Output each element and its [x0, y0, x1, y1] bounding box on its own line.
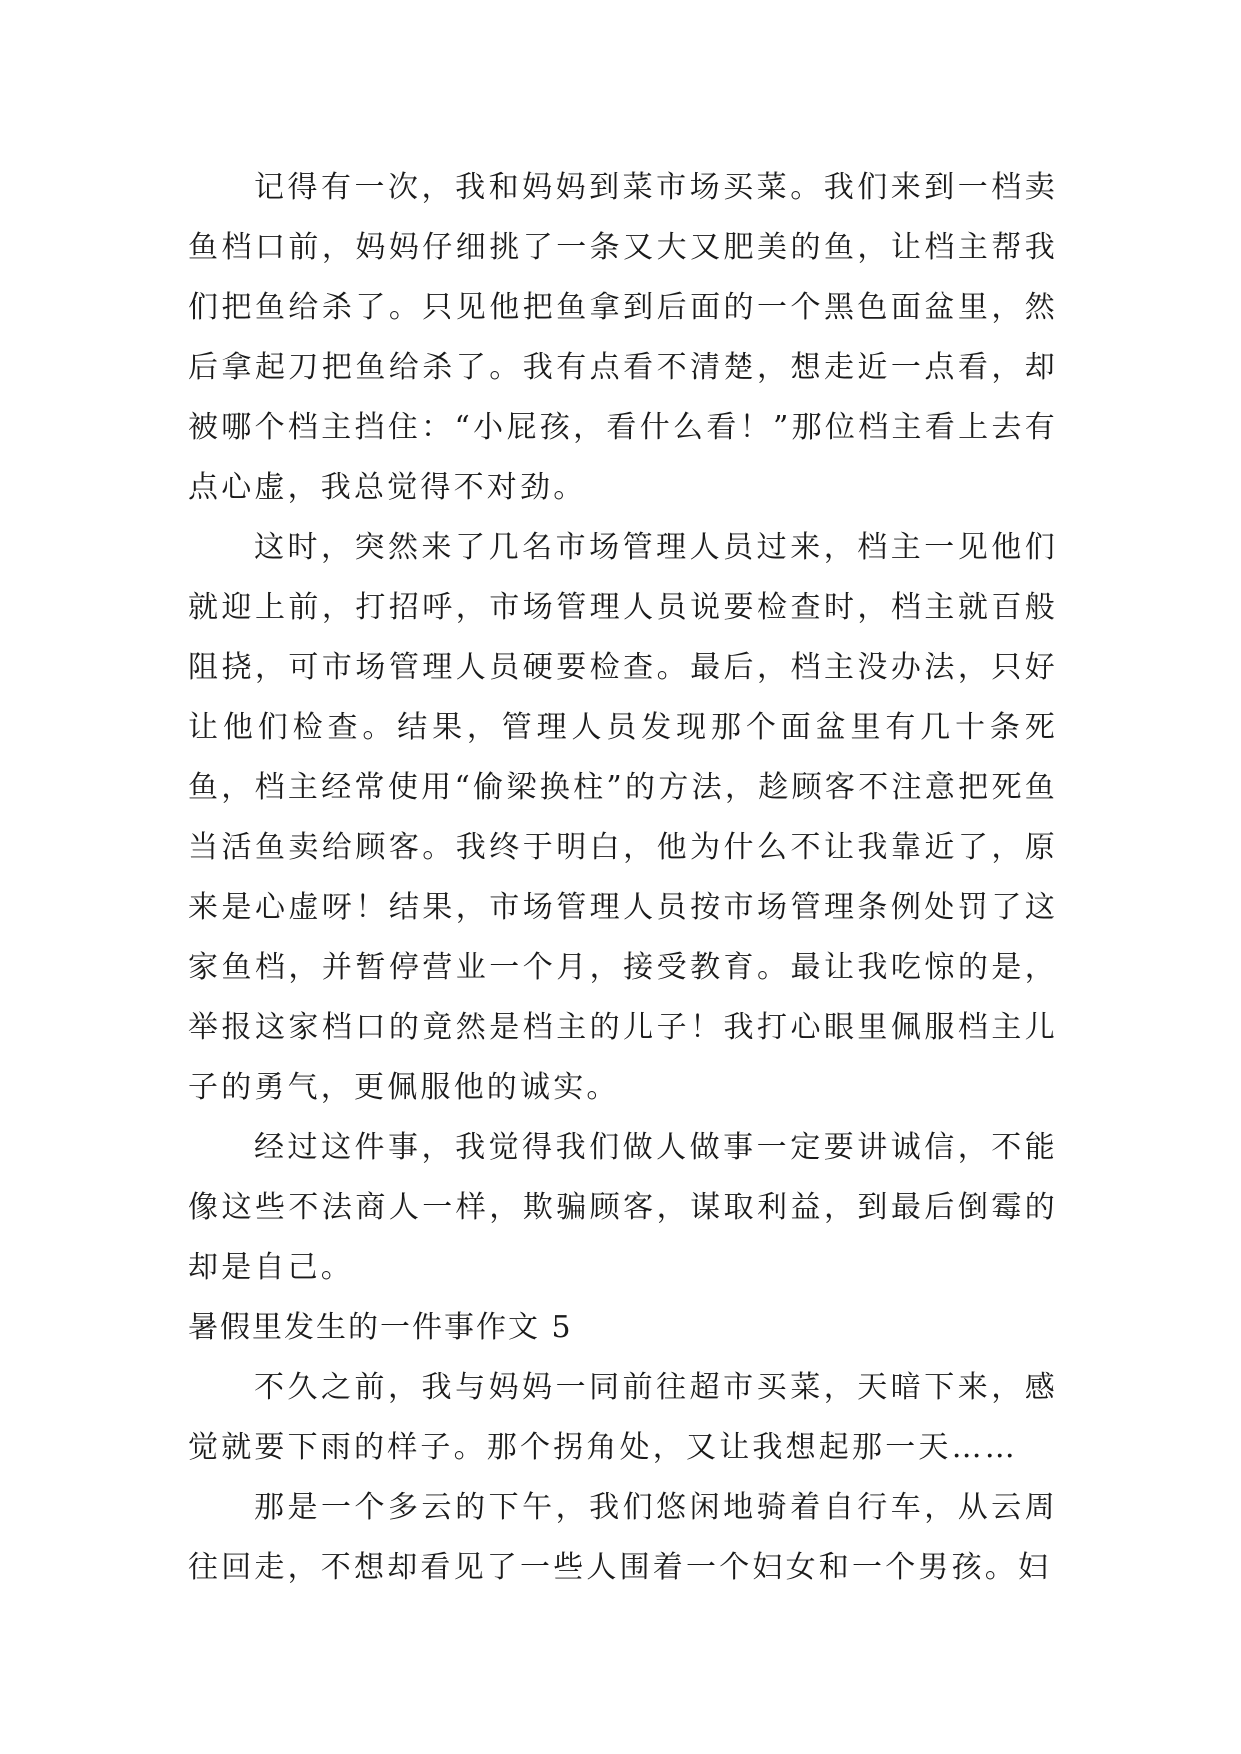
essay-heading: 暑假里发生的一件事作文 5: [188, 1310, 573, 1345]
paragraph-supermarket-trip: 不久之前，我与妈妈一同前往超市买菜，天暗下来，感觉就要下雨的样子。那个拐角处，又让我想起那一天……: [188, 1370, 1058, 1465]
paragraph-cloudy-afternoon: 那是一个多云的下午，我们悠闲地骑着自行车，从云周往回走，不想却看见了一些人围着一个妇女和一个男孩。妇: [188, 1490, 1058, 1585]
paragraph-lesson-honesty: 经过这件事，我觉得我们做人做事一定要讲诚信，不能像这些不法商人一样，欺骗顾客，谋取利益，到最后倒霉的却是自己。: [188, 1130, 1058, 1285]
paragraph-fish-stall-visit: 记得有一次，我和妈妈到菜市场买菜。我们来到一档卖鱼档口前，妈妈仔细挑了一条又大又肥美的鱼，让档主帮我们把鱼给杀了。只见他把鱼拿到后面的一个黑色面盆里，然后拿起刀把鱼给杀了。我有点看不清楚，想走近一点看，却被哪个档主挡住：“小屁孩，看什么看！”那位档主看上去有点心虚，我总觉得不对劲。: [188, 170, 1058, 505]
document-body: [188, 158, 1058, 1598]
paragraph-market-inspection: 这时，突然来了几名市场管理人员过来，档主一见他们就迎上前，打招呼，市场管理人员说要检查时，档主就百般阻挠，可市场管理人员硬要检查。最后，档主没办法，只好让他们检查。结果，管理人员发现那个面盆里有几十条死鱼，档主经常使用“偷梁换柱”的方法，趁顾客不注意把死鱼当活鱼卖给顾客。我终于明白，他为什么不让我靠近了，原来是心虚呀！结果，市场管理人员按市场管理条例处罚了这家鱼档，并暂停营业一个月，接受教育。最让我吃惊的是，举报这家档口的竟然是档主的儿子！我打心眼里佩服档主儿子的勇气，更佩服他的诚实。: [188, 530, 1058, 1105]
